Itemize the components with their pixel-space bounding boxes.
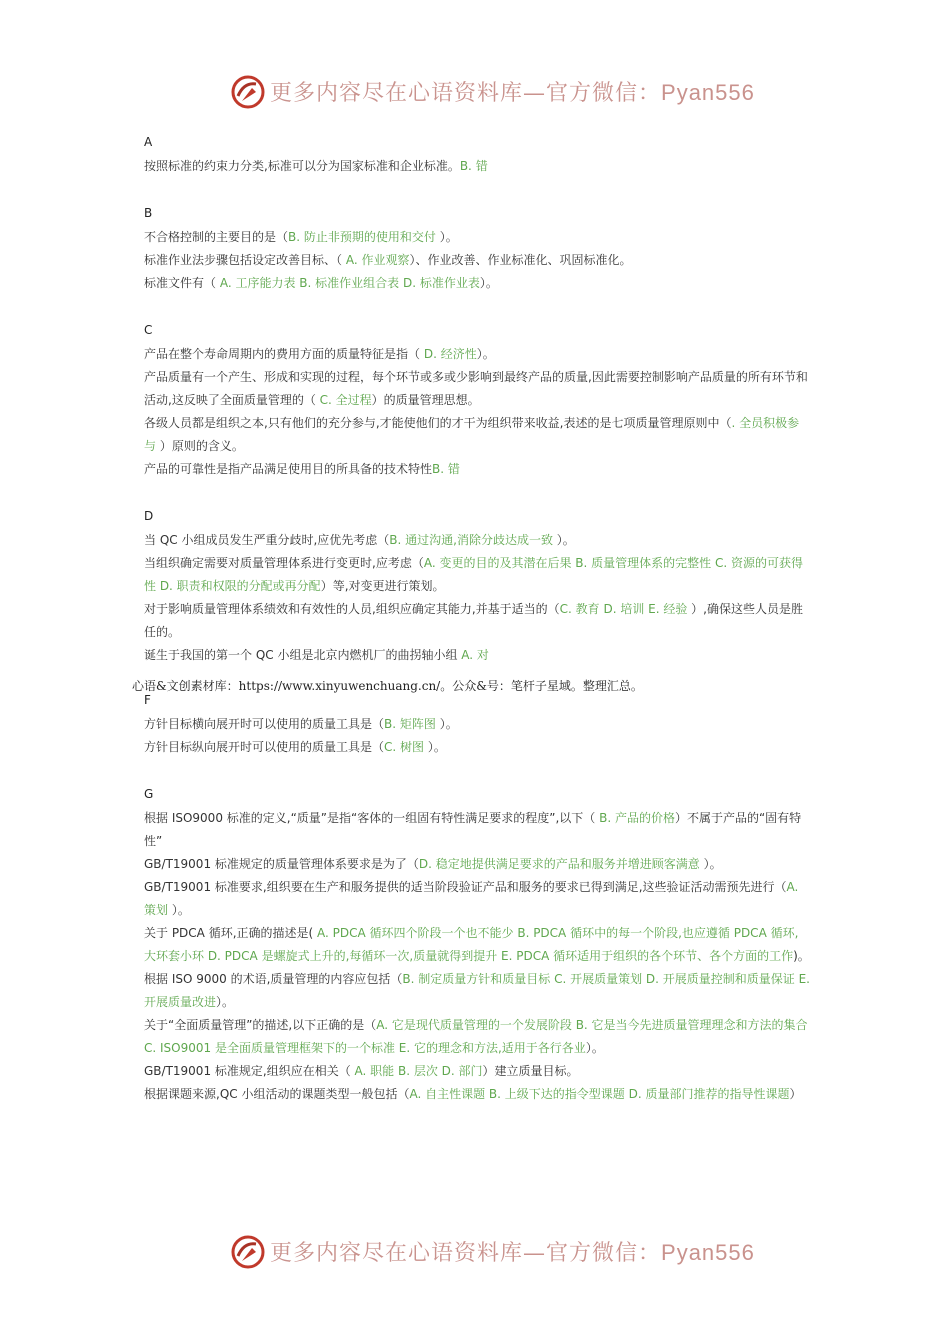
question-item xyxy=(144,155,810,178)
question-tail: ）不属于产品的“固有特性” xyxy=(144,811,802,848)
section-letter: D xyxy=(144,509,154,523)
question-text: 产品在整个寿命周期内的费用方面的质量特征是指（ xyxy=(144,347,421,361)
question-text: 标准文件有（ xyxy=(144,276,217,290)
question-text: 根据 ISO 9000 的术语,质量管理的内容应包括（ xyxy=(144,972,403,986)
question-tail: ）。 xyxy=(424,740,446,754)
question-text: 根据 ISO9000 标准的定义,“质量”是指“客体的一组固有特性满足要求的程度”,以下（ xyxy=(144,811,596,825)
question-text: 关于 PDCA 循环,正确的描述是( xyxy=(144,926,314,940)
banner-wechat-id: Pyan556 xyxy=(661,80,755,105)
question-item xyxy=(144,412,810,458)
section-letter: C xyxy=(144,323,153,337)
question-item xyxy=(144,736,810,759)
answer-text: B. 通过沟通,消除分歧达成一致 xyxy=(389,533,553,547)
question-text: 产品的可靠性是指产品满足使用目的所具备的技术特性 xyxy=(144,462,433,476)
answer-text: C. 树图 xyxy=(384,740,425,754)
question-item xyxy=(144,1014,810,1060)
question-tail: ）。 xyxy=(435,717,458,731)
question-tail: ）。 xyxy=(216,995,235,1009)
answer-text: D. 稳定地提供满足要求的产品和服务并增进顾客满意 xyxy=(418,857,700,871)
answer-text: A. 职能 B. 层次 D. 部门 xyxy=(350,1064,483,1078)
answer-text: B. 错 xyxy=(459,159,488,173)
question-tail: ）。 xyxy=(585,1041,604,1055)
answer-text: A. 工序能力表 B. 标准作业组合表 D. 标准作业表 xyxy=(216,276,480,290)
question-text: 按照标准的约束力分类,标准可以分为国家标准和企业标准。 xyxy=(144,159,460,173)
question-item xyxy=(144,968,810,1014)
section-f xyxy=(144,689,810,759)
question-tail: ）原则的含义。 xyxy=(156,439,244,453)
question-item xyxy=(144,552,810,598)
question-tail: ）的质量管理思想。 xyxy=(371,393,480,407)
footer-banner xyxy=(0,1232,950,1272)
answer-text: D. 经济性 xyxy=(420,347,477,361)
question-text: 各级人员都是组织之本,只有他们的充分参与,才能使他们的才干为组织带来收益,表述的是七项质量管理原则中（ xyxy=(144,416,732,430)
answer-text: C. 教育 D. 培训 E. 经验 xyxy=(559,602,688,616)
section-letter: G xyxy=(144,787,154,801)
answer-text: A. 作业观察 xyxy=(342,253,410,267)
banner-text xyxy=(270,76,755,107)
question-item xyxy=(144,876,810,922)
question-tail: ）建立质量目标。 xyxy=(482,1064,579,1078)
question-tail: ）。 xyxy=(476,347,495,361)
answer-text: B. 制定质量方针和质量目标 C. 开展质量策划 D. 开展质量控制和质量保证 E. 开展质量改进 xyxy=(144,972,810,1009)
question-item xyxy=(144,458,810,481)
question-item xyxy=(144,644,810,667)
answer-text: . 全员积极参与 xyxy=(144,416,800,453)
answer-text: A. 自主性课题 B. 上级下达的指令型课题 D. 质量部门推荐的指导性课题 xyxy=(409,1087,790,1101)
section-letter: F xyxy=(144,693,151,707)
question-item xyxy=(144,272,810,295)
answer-text: A. 变更的目的及其潜在后果 B. 质量管理体系的完整性 C. 资源的可获得性 D. 职责和权限的分配或再分配 xyxy=(144,556,803,593)
question-item xyxy=(144,343,810,366)
header-banner xyxy=(0,72,950,112)
question-tail: ）。 xyxy=(552,533,575,547)
banner-wechat-id: Pyan556 xyxy=(661,1240,755,1265)
question-tail: ）。 xyxy=(168,903,190,917)
question-text: 对于影响质量管理体系绩效和有效性的人员,组织应确定其能力,并基于适当的（ xyxy=(144,602,560,616)
section-g xyxy=(144,783,810,1106)
section-letter: A xyxy=(144,135,153,149)
question-text: 方针目标纵向展开时可以使用的质量工具是（ xyxy=(144,740,385,754)
question-tail: ）、作业改善、作业标准化、巩固标准化。 xyxy=(409,253,632,267)
banner-label: 更多内容尽在心语资料库—官方微信： xyxy=(270,81,662,106)
section-letter: B xyxy=(144,206,153,220)
question-item xyxy=(144,922,810,968)
section-a xyxy=(144,131,810,178)
question-text: 产品质量有一个产生、形成和实现的过程，每个环节或多或少影响到最终产品的质量,因此需要控制影响产品质量的所有环节和活动,这反映了全面质量管理的（ xyxy=(144,370,808,407)
answer-text: B. 矩阵图 xyxy=(384,717,436,731)
question-item xyxy=(144,807,810,853)
question-item xyxy=(144,249,810,272)
logo-icon xyxy=(230,1234,266,1270)
question-item xyxy=(144,226,810,249)
logo-icon xyxy=(230,74,266,110)
question-tail: )。 xyxy=(793,949,810,963)
answer-text: B. 防止非预期的使用和交付 xyxy=(288,230,436,244)
question-tail: ）。 xyxy=(435,230,458,244)
question-text: 方针目标横向展开时可以使用的质量工具是（ xyxy=(144,717,385,731)
question-tail: ）,确保这些人员是胜任的。 xyxy=(144,602,803,639)
question-item xyxy=(144,713,810,736)
question-text: 当组织确定需要对质量管理体系进行变更时,应考虑（ xyxy=(144,556,424,570)
answer-text: A. PDCA 循环四个阶段一个也不能少 B. PDCA 循环中的每一个阶段,也应遵循 PDCA 循环,大环套小环 D. PDCA 是螺旋式上升的,每循环一次,质量就得到提升 E. PDCA 循环适用于组织的各个环节、各个方面的工作 xyxy=(144,926,799,963)
banner-label: 更多内容尽在心语资料库—官方微信： xyxy=(270,1241,662,1266)
question-item xyxy=(144,598,810,644)
question-text: 标准作业法步骤包括设定改善目标、（ xyxy=(144,253,343,267)
question-text: 诞生于我国的第一个 QC 小组是北京内燃机厂的曲拐轴小组 xyxy=(144,648,458,662)
question-item xyxy=(144,853,810,876)
watermark-line: 心语&文创素材库：https://www.xinyuwenchuang.cn/。公众&号：笔杆子星域。整理汇总。 xyxy=(132,679,643,693)
question-tail: ） xyxy=(789,1087,802,1101)
answer-text: B. 产品的价格 xyxy=(595,811,675,825)
section-c xyxy=(144,319,810,481)
document-body xyxy=(144,131,810,1128)
question-tail: ）等,对变更进行策划。 xyxy=(320,579,445,593)
question-text: 根据课题来源,QC 小组活动的课题类型一般包括（ xyxy=(144,1087,410,1101)
question-text: GB/T19001 标准要求,组织要在生产和服务提供的适当阶段验证产品和服务的要求已得到满足,这些验证活动需预先进行（ xyxy=(144,880,787,894)
answer-text: C. 全过程 xyxy=(315,393,372,407)
question-text: GB/T19001 标准规定的质量管理体系要求是为了（ xyxy=(144,857,419,871)
question-text: 关于“全面质量管理”的描述,以下正确的是（ xyxy=(144,1018,377,1032)
section-b xyxy=(144,202,810,295)
question-item xyxy=(144,366,810,412)
section-d xyxy=(144,505,810,667)
question-tail: ）。 xyxy=(479,276,498,290)
question-text: GB/T19001 标准规定,组织应在相关（ xyxy=(144,1064,351,1078)
banner-text xyxy=(270,1236,755,1267)
question-item xyxy=(144,1060,810,1083)
answer-text: B. 错 xyxy=(432,462,460,476)
question-text: 不合格控制的主要目的是（ xyxy=(144,230,289,244)
question-tail: ）。 xyxy=(699,857,722,871)
answer-text: A. 它是现代质量管理的一个发展阶段 B. 它是当今先进质量管理理念和方法的集合 C. ISO9001 是全面质量管理框架下的一个标准 E. 它的理念和方法,适用于各行各业 xyxy=(144,1018,808,1055)
question-item xyxy=(144,1083,810,1106)
question-text: 当 QC 小组成员发生严重分歧时,应优先考虑（ xyxy=(144,533,390,547)
question-item xyxy=(144,529,810,552)
answer-text: A. 对 xyxy=(457,648,489,662)
answer-text: A. 策划 xyxy=(144,880,799,917)
